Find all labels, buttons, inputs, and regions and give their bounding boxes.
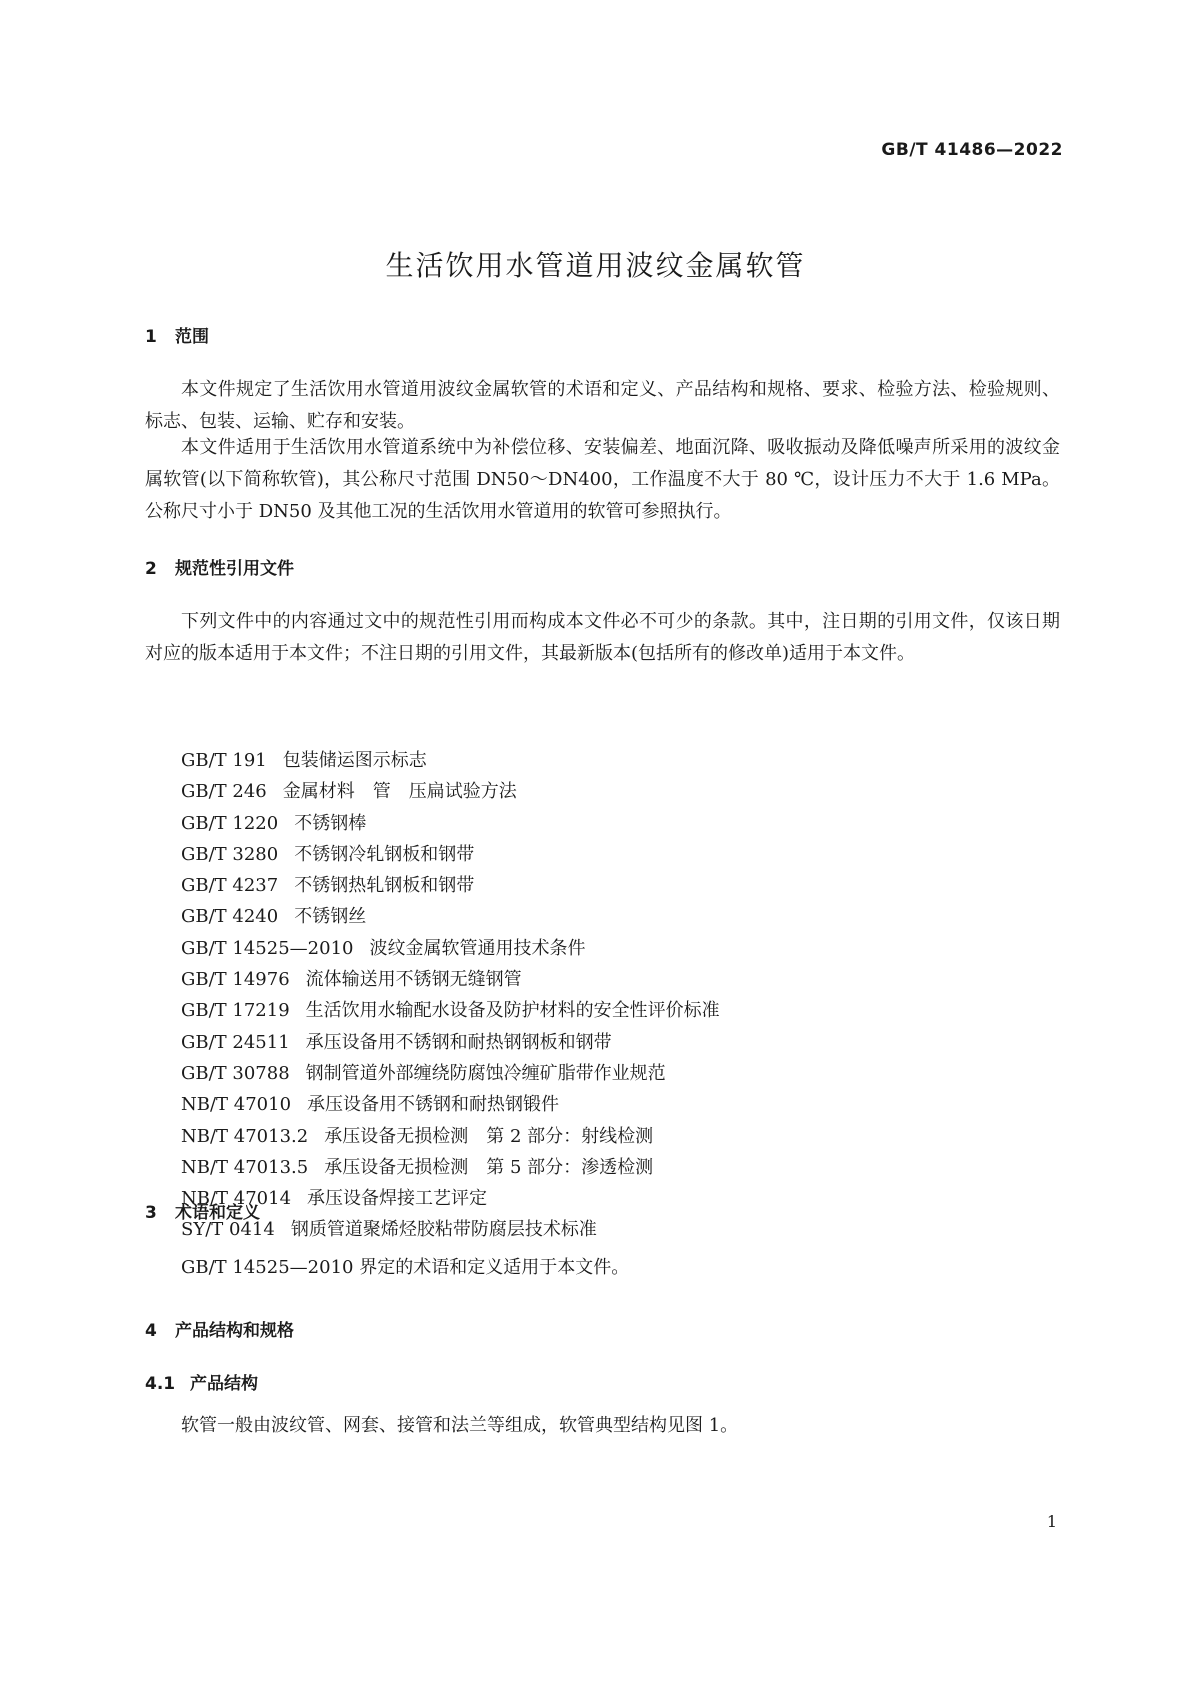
reference-name: 不锈钢丝	[294, 906, 367, 928]
section-1-heading	[145, 322, 209, 347]
reference-item	[181, 933, 720, 964]
reference-item	[181, 901, 720, 932]
reference-item	[181, 1089, 720, 1120]
reference-name: 承压设备用不锈钢和耐热钢钢板和钢带	[305, 1031, 612, 1053]
reference-code: GB/T 30788	[181, 1062, 290, 1084]
reference-item	[181, 745, 720, 776]
reference-item	[181, 1058, 720, 1089]
reference-name: 承压设备无损检测 第 5 部分：渗透检测	[324, 1156, 654, 1178]
reference-name: 波纹金属软管通用技术条件	[369, 937, 586, 959]
reference-name: 钢质管道聚烯烃胶粘带防腐层技术标准	[290, 1219, 597, 1241]
section-1-paragraph-2: 本文件适用于生活饮用水管道系统中为补偿位移、安装偏差、地面沉降、吸收振动及降低噪声所采用的波纹金属软管(以下简称软管)，其公称尺寸范围 DN50～DN400，工作温度不大于 80 ℃，设计压力不大于 1.6 MPa。公称尺寸小于 DN50 及其他工况的生活饮用水管道用的软管可参照执行。	[145, 437, 1060, 522]
reference-name: 不锈钢棒	[294, 812, 367, 834]
section-number: 2	[145, 559, 157, 579]
page-number: 1	[1046, 1512, 1057, 1531]
reference-name: 包装储运图示标志	[282, 750, 427, 771]
reference-item	[181, 1121, 720, 1152]
reference-code: GB/T 246	[181, 781, 267, 803]
reference-item	[181, 870, 720, 901]
normative-reference-list	[181, 745, 720, 1246]
reference-item	[181, 964, 720, 995]
reference-item	[181, 839, 720, 870]
section-number: 4	[145, 1321, 157, 1341]
reference-item	[181, 776, 720, 807]
reference-code: SY/T 0414	[181, 1219, 275, 1241]
reference-code: GB/T 4240	[181, 906, 279, 928]
reference-name: 金属材料 管 压扁试验方法	[282, 781, 517, 803]
section-title: 规范性引用文件	[175, 559, 294, 579]
reference-name: 承压设备焊接工艺评定	[307, 1188, 488, 1210]
reference-code: GB/T 4237	[181, 875, 279, 897]
section-2-intro: 下列文件中的内容通过文中的规范性引用而构成本文件必不可少的条款。其中，注日期的引用文件，仅该日期对应的版本适用于本文件；不注日期的引用文件，其最新版本(包括所有的修改单)适用于本文件。	[145, 611, 1060, 664]
document-title: 生活饮用水管道用波纹金属软管	[385, 249, 806, 282]
reference-code: GB/T 3280	[181, 843, 279, 865]
reference-code: NB/T 47013.5	[181, 1156, 309, 1178]
reference-name: 承压设备无损检测 第 2 部分：射线检测	[324, 1125, 654, 1147]
reference-name: 生活饮用水输配水设备及防护材料的安全性评价标准	[305, 1000, 720, 1022]
reference-item	[181, 808, 720, 839]
standard-code: GB/T 41486—2022	[881, 140, 1063, 160]
reference-code: GB/T 17219	[181, 1000, 290, 1022]
reference-name: 流体输送用不锈钢无缝钢管	[305, 969, 522, 991]
section-number: 3	[145, 1203, 157, 1223]
reference-code: NB/T 47013.2	[181, 1125, 309, 1147]
section-2-heading	[145, 554, 294, 579]
reference-code: NB/T 47014	[181, 1188, 292, 1210]
section-title: 产品结构	[190, 1374, 258, 1394]
reference-item	[181, 1152, 720, 1183]
section-1-paragraph-1: 本文件规定了生活饮用水管道用波纹金属软管的术语和定义、产品结构和规格、要求、检验方法、检验规则、标志、包装、运输、贮存和安装。	[145, 379, 1060, 432]
reference-code: GB/T 191	[181, 750, 267, 771]
reference-item	[181, 1027, 720, 1058]
section-4-1-paragraph: 软管一般由波纹管、网套、接管和法兰等组成，软管典型结构见图 1。	[181, 1415, 739, 1436]
reference-item	[181, 995, 720, 1026]
reference-code: GB/T 14976	[181, 969, 290, 991]
section-number: 1	[145, 327, 157, 347]
section-title: 范围	[175, 327, 209, 347]
reference-item	[181, 1183, 720, 1214]
section-title: 术语和定义	[175, 1203, 260, 1223]
section-4-1-heading	[145, 1369, 258, 1394]
section-number: 4.1	[145, 1374, 176, 1394]
reference-name: 不锈钢冷轧钢板和钢带	[294, 843, 475, 865]
section-3-heading	[145, 1198, 260, 1223]
reference-code: GB/T 24511	[181, 1031, 290, 1053]
reference-name: 钢制管道外部缠绕防腐蚀冷缠矿脂带作业规范	[305, 1062, 666, 1084]
reference-name: 承压设备用不锈钢和耐热钢锻件	[307, 1094, 560, 1116]
reference-code: NB/T 47010	[181, 1094, 292, 1116]
reference-name: 不锈钢热轧钢板和钢带	[294, 875, 475, 897]
reference-code: GB/T 1220	[181, 812, 279, 834]
section-3-paragraph: GB/T 14525—2010 界定的术语和定义适用于本文件。	[181, 1257, 630, 1278]
reference-code: GB/T 14525—2010	[181, 937, 354, 959]
section-title: 产品结构和规格	[175, 1321, 294, 1341]
reference-item	[181, 1214, 720, 1245]
section-4-heading	[145, 1316, 294, 1341]
